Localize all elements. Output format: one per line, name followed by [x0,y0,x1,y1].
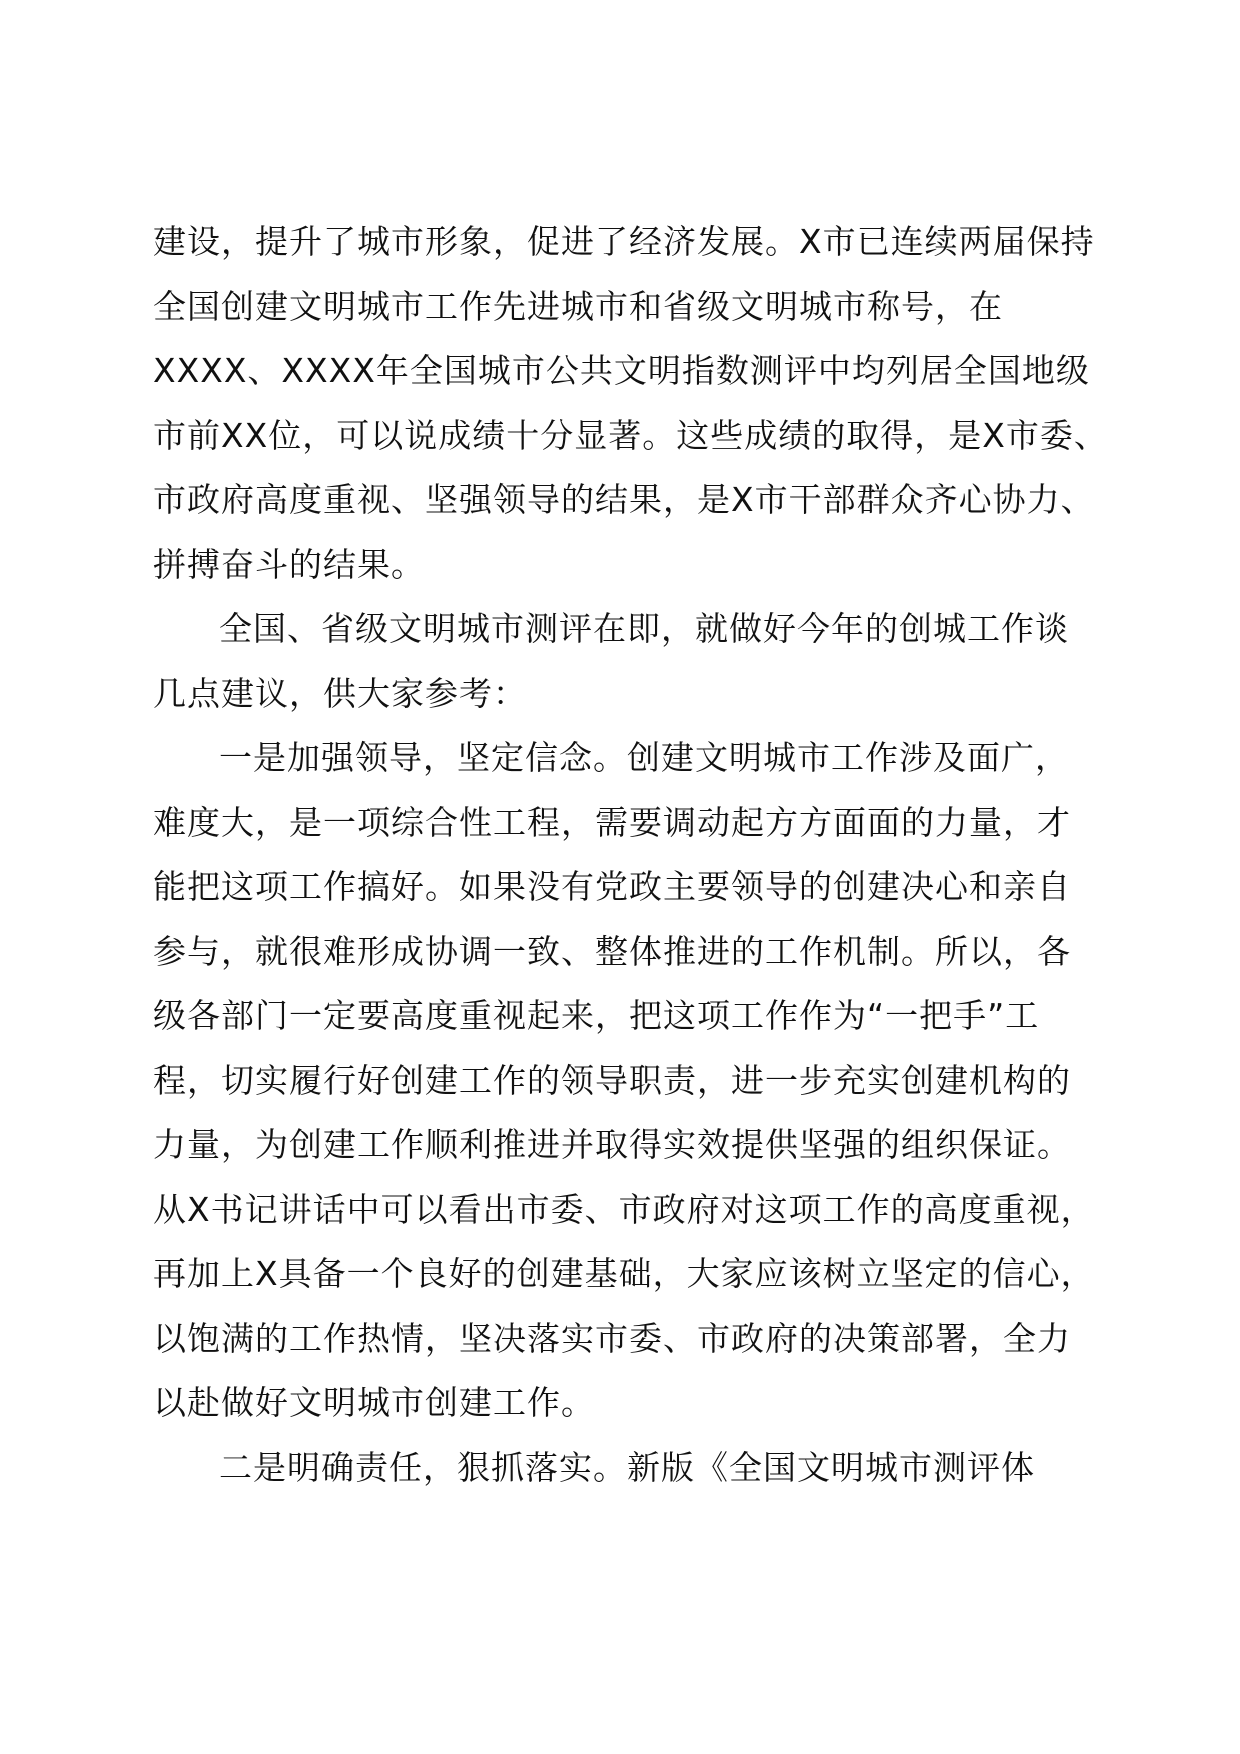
text-line-4: 市前XX位，可以说成绩十分显著。这些成绩的取得，是X市委、 [153,415,1108,455]
text-line-11: 能把这项工作搞好。如果没有党政主要领导的创建决心和亲自 [153,867,1071,906]
text-line-1: 建设，提升了城市形象，促进了经济发展。X市已连续两届保持 [153,222,1095,261]
text-line-12: 参与，就很难形成协调一致、整体推进的工作机制。所以，各 [153,931,1071,971]
text-line-9: 一是加强领导，坚定信念。创建文明城市工作涉及面广， [219,738,1069,777]
text-line-19: 以赴做好文明城市创建工作。 [153,1383,595,1422]
text-line-7: 全国、省级文明城市测评在即，就做好今年的创城工作谈 [219,609,1069,648]
text-line-20: 二是明确责任，狠抓落实。新版《全国文明城市测评体 [219,1447,1035,1487]
text-line-3: XXXX、XXXX年全国城市公共文明指数测评中均列居全国地级 [153,351,1090,390]
text-line-13: 级各部门一定要高度重视起来，把这项工作作为“一把手”工 [153,996,1040,1035]
text-line-10: 难度大，是一项综合性工程，需要调动起方方面面的力量，才 [153,802,1071,842]
text-line-15: 力量，为创建工作顺利推进并取得实效提供坚强的组织保证。 [153,1125,1071,1164]
text-line-6: 拼搏奋斗的结果。 [153,544,425,584]
text-line-2: 全国创建文明城市工作先进城市和省级文明城市称号，在 [153,286,1003,326]
text-line-14: 程，切实履行好创建工作的领导职责，进一步充实创建机构的 [153,1060,1071,1100]
text-line-18: 以饱满的工作热情，坚决落实市委、市政府的决策部署，全力 [153,1318,1071,1358]
text-line-8: 几点建议，供大家参考： [153,673,527,713]
text-line-5: 市政府高度重视、坚强领导的结果，是X市干部群众齐心协力、 [153,480,1095,519]
document-body [153,210,1108,1500]
text-line-16: 从X书记讲话中可以看出市委、市政府对这项工作的高度重视， [153,1189,1095,1229]
text-line-17: 再加上X具备一个良好的创建基础，大家应该树立坚定的信心， [153,1254,1095,1293]
